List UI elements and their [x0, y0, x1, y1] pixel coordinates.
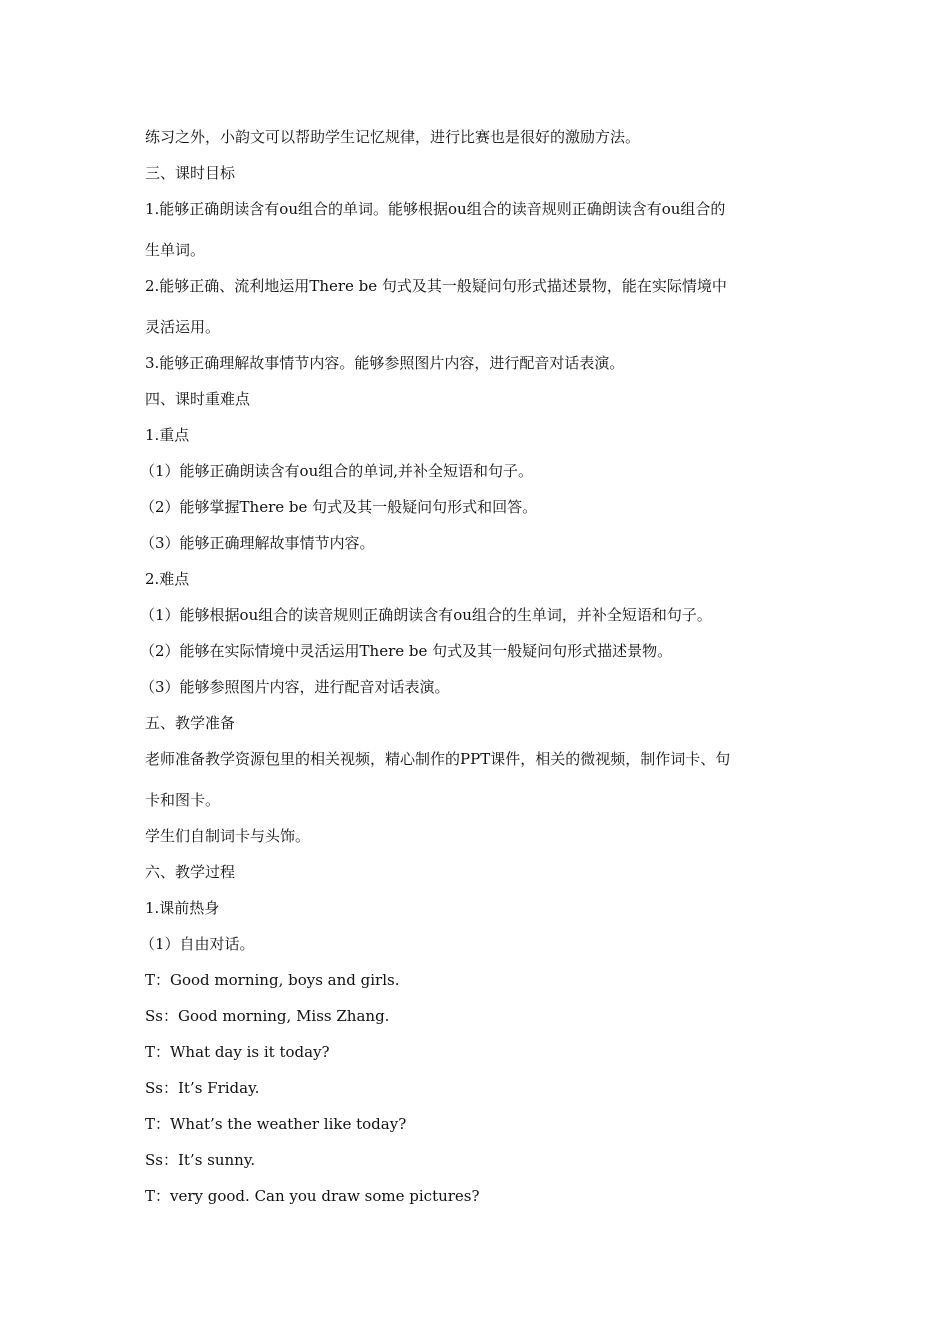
dialogue-line: T：What’s the weather like today?	[145, 1115, 407, 1133]
difficult-point-3: （3）能够参照图片内容，进行配音对话表演。	[140, 678, 450, 696]
difficult-point-2: （2）能够在实际情境中灵活运用There be 句式及其一般疑问句形式描述景物。	[140, 642, 673, 660]
key-point-3: （3）能够正确理解故事情节内容。	[140, 534, 375, 552]
dialogue-line: T：very good. Can you draw some pictures?	[145, 1187, 480, 1205]
subheading-warm-up: 1.课前热身	[145, 899, 220, 917]
dialogue-line: Ss：It’s sunny.	[145, 1151, 256, 1169]
teacher-preparation-line-1: 老师准备教学资源包里的相关视频，精心制作的PPT课件，相关的微视频，制作词卡、句	[145, 750, 731, 768]
section-heading-key-points: 四、课时重难点	[145, 390, 251, 408]
section-heading-objectives: 三、课时目标	[145, 164, 236, 182]
teacher-preparation-line-2: 卡和图卡。	[145, 791, 221, 809]
key-point-2: （2）能够掌握There be 句式及其一般疑问句形式和回答。	[140, 498, 538, 516]
subheading-difficult-points: 2.难点	[145, 570, 190, 588]
free-talk-heading: （1）自由对话。	[140, 935, 255, 953]
objective-1-line-2: 生单词。	[145, 241, 206, 259]
difficult-point-1: （1）能够根据ou组合的读音规则正确朗读含有ou组合的生单词，并补全短语和句子。	[140, 606, 712, 624]
objective-2-line-1: 2.能够正确、流利地运用There be 句式及其一般疑问句形式描述景物，能在实际情境中	[145, 277, 727, 295]
student-preparation: 学生们自制词卡与头饰。	[145, 827, 311, 845]
objective-2-line-2: 灵活运用。	[145, 318, 221, 336]
dialogue-line: Ss：It’s Friday.	[145, 1079, 260, 1097]
section-heading-process: 六、教学过程	[145, 863, 236, 881]
dialogue-line: T：Good morning, boys and girls.	[145, 971, 400, 989]
section-heading-preparation: 五、教学准备	[145, 714, 236, 732]
objective-3: 3.能够正确理解故事情节内容。能够参照图片内容，进行配音对话表演。	[145, 354, 625, 372]
subheading-key-points: 1.重点	[145, 426, 190, 444]
dialogue-line: T：What day is it today?	[145, 1043, 330, 1061]
key-point-1: （1）能够正确朗读含有ou组合的单词,并补全短语和句子。	[140, 462, 534, 480]
paragraph-continuation: 练习之外，小韵文可以帮助学生记忆规律，进行比赛也是很好的激励方法。	[145, 128, 641, 146]
objective-1-line-1: 1.能够正确朗读含有ou组合的单词。能够根据ou组合的读音规则正确朗读含有ou组合的	[145, 200, 726, 218]
dialogue-line: Ss：Good morning, Miss Zhang.	[145, 1007, 390, 1025]
